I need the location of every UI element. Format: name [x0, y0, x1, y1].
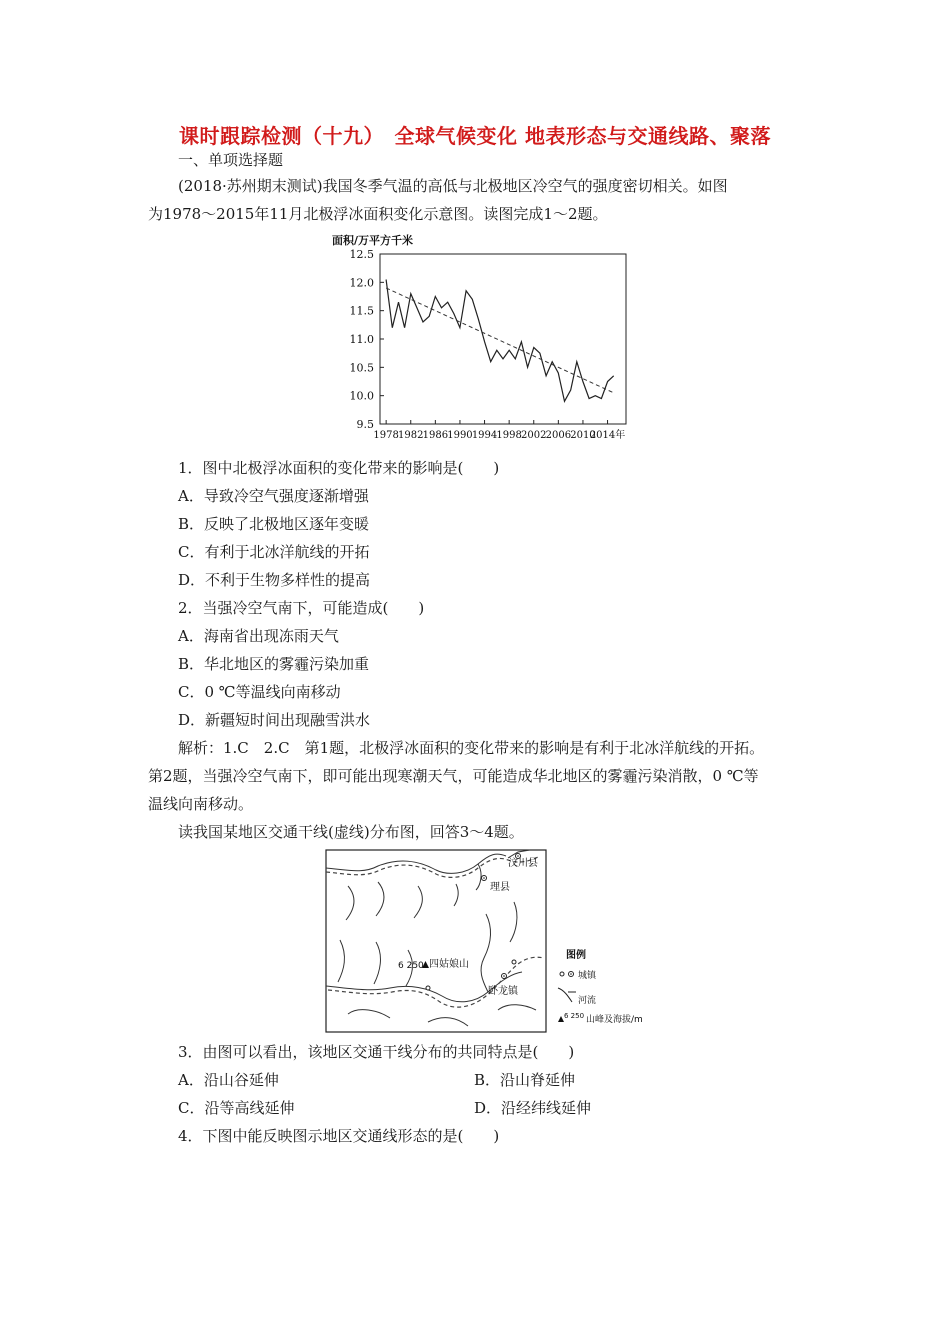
- question-1-stem: 1．图中北极浮冰面积的变化带来的影响是( ): [178, 459, 500, 477]
- section-heading: 一、单项选择题: [178, 151, 284, 169]
- chart-x-tick-label: 2006: [545, 430, 572, 441]
- question-3-stem: 3．由图可以看出，该地区交通干线分布的共同特点是( ): [178, 1043, 575, 1061]
- chart-y-tick-label: 11.5: [349, 304, 374, 318]
- question-1-option-d[interactable]: D．不利于生物多样性的提高: [178, 571, 371, 589]
- intro-1-line-2: 为1978～2015年11月北极浮冰面积变化示意图。读图完成1～2题。: [148, 205, 608, 223]
- chart-y-tick-label: 9.5: [356, 418, 374, 431]
- chart-y-tick-label: 11.0: [349, 333, 374, 346]
- analysis-line-2: 第2题，当强冷空气南下，即可能出现寒潮天气，可能造成华北地区的雾霾污染消散，0 ℃等: [148, 767, 759, 785]
- question-1-option-b[interactable]: B．反映了北极地区逐年变暖: [178, 515, 370, 533]
- page-title: 课时跟踪检测（十九） 全球气候变化 地表形态与交通线路、聚落: [179, 124, 771, 148]
- intro-2: 读我国某地区交通干线(虚线)分布图，回答3～4题。: [178, 823, 524, 841]
- question-3-option-c[interactable]: C．沿等高线延伸: [178, 1099, 295, 1117]
- question-2-option-c[interactable]: C．0 ℃等温线向南移动: [178, 683, 341, 701]
- legend-peak-height: 6 250: [564, 1012, 585, 1020]
- chart-x-tick-label: 2010: [570, 430, 596, 441]
- legend-peak: 山峰及海拔/m: [586, 1015, 643, 1025]
- chart-series-line: [386, 280, 614, 402]
- chart-y-tick-label: 10.5: [349, 361, 374, 375]
- chart-y-tick-label: 12.5: [349, 248, 374, 261]
- label-peak-height: 6 250: [398, 961, 424, 971]
- chart-x-tick-label: 1986: [422, 430, 449, 441]
- chart-x-tick-label: 1998: [496, 430, 522, 441]
- question-3-option-a[interactable]: A．沿山谷延伸: [178, 1071, 279, 1089]
- chart-y-tick-label: 10.0: [349, 389, 374, 403]
- legend-river: 河流: [578, 996, 597, 1006]
- chart-x-tick-label: 1982: [398, 430, 424, 441]
- question-3-option-d[interactable]: D．沿经纬线延伸: [474, 1099, 592, 1117]
- map-legend: [558, 948, 643, 1025]
- chart-x-tick-label: 2002: [521, 430, 547, 441]
- label-wolong: 卧龙镇: [488, 986, 518, 997]
- chart-x-tick-label: 1994: [471, 430, 498, 441]
- traffic-map: [318, 846, 670, 1036]
- chart-trend-line: [386, 288, 614, 393]
- question-2-option-d[interactable]: D．新疆短时间出现融雪洪水: [178, 711, 371, 729]
- question-1-option-a[interactable]: A．导致冷空气强度逐渐增强: [178, 487, 369, 505]
- river-lines: [326, 850, 536, 1026]
- question-2-stem: 2．当强冷空气南下，可能造成( ): [178, 599, 425, 617]
- traffic-trunk-lines: [326, 856, 544, 1007]
- question-1-option-c[interactable]: C．有利于北冰洋航线的开拓: [178, 543, 370, 561]
- question-3-option-b[interactable]: B．沿山脊延伸: [474, 1071, 576, 1089]
- river-icon: [558, 988, 576, 1002]
- chart-x-tick-label: 2014年: [589, 430, 626, 441]
- chart-x-tick-label: 1990: [447, 430, 473, 441]
- legend-title: 图例: [566, 950, 586, 961]
- label-wenchuan: 汶川县: [508, 858, 538, 869]
- question-2-option-b[interactable]: B．华北地区的雾霾污染加重: [178, 655, 370, 673]
- chart-y-tick-label: 12.0: [349, 276, 374, 290]
- intro-1-line-1: (2018·苏州期末测试)我国冬季气温的高低与北极地区冷空气的强度密切相关。如图: [178, 177, 728, 195]
- question-2-option-a[interactable]: A．海南省出现冻雨天气: [178, 627, 339, 645]
- chart-x-tick-label: 1978: [373, 430, 399, 441]
- legend-town: 城镇: [578, 971, 597, 981]
- analysis-line-3: 温线向南移动。: [148, 795, 254, 813]
- arctic-ice-chart: [330, 232, 650, 454]
- analysis-line-1: 解析：1.C 2.C 第1题，北极浮冰面积的变化带来的影响是有利于北冰洋航线的开拓。: [178, 739, 765, 757]
- chart-y-axis-label: 面积/万平方千米: [332, 234, 414, 247]
- label-siguniang: 四姑娘山: [429, 959, 469, 970]
- label-lixian: 理县: [490, 882, 510, 893]
- question-4-stem: 4．下图中能反映图示地区交通线形态的是( ): [178, 1127, 500, 1145]
